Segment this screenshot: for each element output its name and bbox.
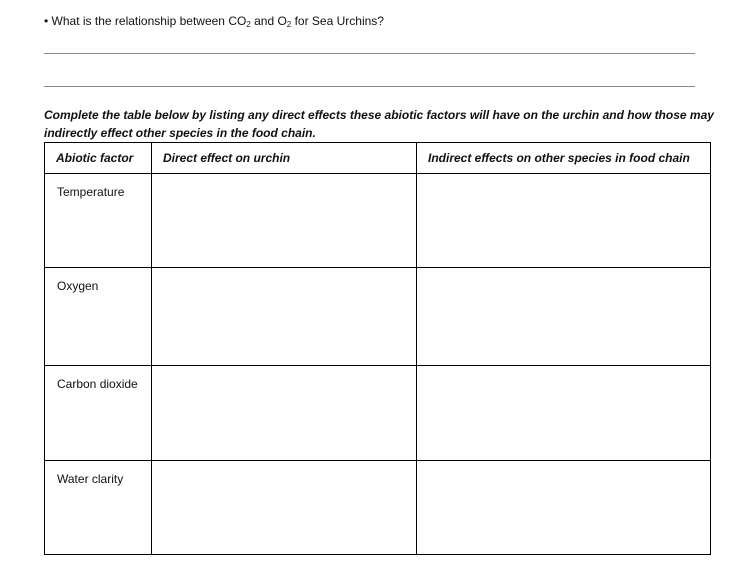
question [44,13,384,29]
factor-cell: Carbon dioxide [45,366,152,461]
subscript-o2: 2 [286,20,292,29]
table-row [45,174,711,268]
indirect-effect-cell[interactable] [417,174,711,268]
direct-effect-cell[interactable] [152,366,417,461]
indirect-effect-cell[interactable] [417,461,711,555]
header-indirect-effects: Indirect effects on other species in food chain [417,143,711,174]
indirect-effect-cell[interactable] [417,268,711,366]
factor-cell: Temperature [45,174,152,268]
bullet: • [44,14,49,28]
question-text-before: What is the relationship between CO [51,14,247,28]
answer-line[interactable] [44,86,695,87]
table-header-row [45,143,711,174]
question-text-after: for Sea Urchins? [291,14,384,28]
direct-effect-cell[interactable] [152,461,417,555]
table-row [45,461,711,555]
header-abiotic-factor: Abiotic factor [45,143,152,174]
table-row [45,366,711,461]
abiotic-effects-table [44,142,711,555]
table-row [45,268,711,366]
subscript-co2: 2 [246,20,251,29]
header-direct-effect: Direct effect on urchin [152,143,417,174]
direct-effect-cell[interactable] [152,268,417,366]
table-instructions: Complete the table below by listing any direct effects these abiotic factors will have on the urchin and how those may indirectly effect other species in the food chain. [44,108,714,140]
answer-line[interactable] [44,53,695,54]
factor-cell: Water clarity [45,461,152,555]
direct-effect-cell[interactable] [152,174,417,268]
factor-cell: Oxygen [45,268,152,366]
indirect-effect-cell[interactable] [417,366,711,461]
question-text-middle: and O [250,14,287,28]
